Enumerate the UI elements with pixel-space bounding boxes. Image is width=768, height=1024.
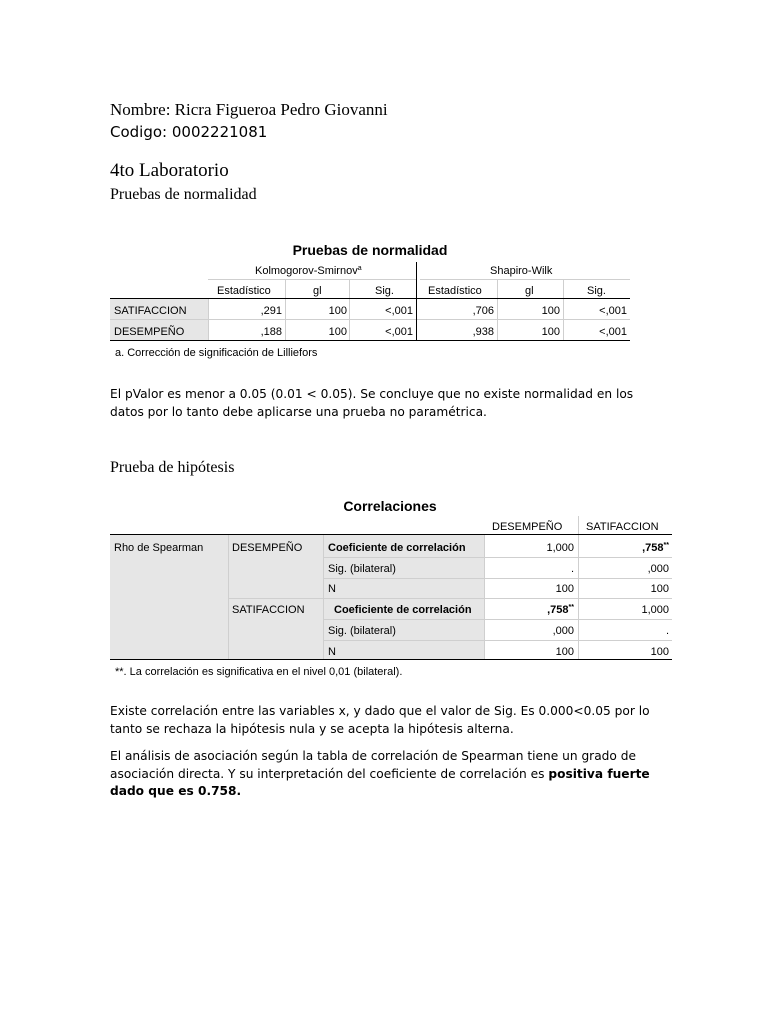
correlation-footnote: **. La correlación es significativa en el nivel 0,01 (bilateral).	[115, 666, 403, 678]
sw-group-header: Shapiro-Wilk	[490, 265, 553, 277]
col-header-ks-stat: Estadístico	[217, 285, 271, 297]
table-cell: ,758**	[547, 604, 574, 616]
stat-label-coef: Coeficiente de correlación	[328, 542, 466, 554]
table-cell: .	[570, 563, 574, 575]
paragraph-normality-conclusion: El pValor es menor a 0.05 (0.01 < 0.05). Se concluye que no existe normalidad en los datos por lo tanto debe aplicarse una prueba no paramétrica.	[110, 387, 634, 419]
table-cell: 1,000	[641, 604, 669, 616]
lab-title: 4to Laboratorio	[110, 160, 229, 181]
stat-label-coef: Coeficiente de correlación	[334, 604, 472, 616]
row-var-desempeno: DESEMPEÑO	[232, 542, 303, 554]
col-header-ks-sig: Sig.	[375, 285, 394, 297]
table-cell: 100	[650, 646, 669, 658]
table-cell: 100	[650, 583, 669, 595]
stat-label-n: N	[328, 583, 336, 595]
table-cell: ,000	[552, 625, 574, 637]
table-cell: 100	[541, 305, 560, 317]
stat-label-sig: Sig. (bilateral)	[328, 563, 396, 575]
row-var-satifaccion: SATIFACCION	[232, 604, 305, 616]
table-cell: ,706	[472, 305, 494, 317]
section-hypothesis-heading: Prueba de hipótesis	[110, 459, 235, 476]
col-header-ks-gl: gl	[313, 285, 322, 297]
normality-footnote: a. Corrección de significación de Lilliefors	[115, 347, 318, 359]
col-header-sw-gl: gl	[525, 285, 534, 297]
table-cell: .	[665, 625, 669, 637]
table-cell: 1,000	[546, 542, 574, 554]
table-cell: 100	[555, 646, 574, 658]
student-name: Nombre: Ricra Figueroa Pedro Giovanni	[110, 100, 388, 119]
normality-table-title: Pruebas de normalidad	[292, 242, 448, 258]
row-group-rho-spearman: Rho de Spearman	[114, 542, 204, 554]
table-cell: 100	[541, 326, 560, 338]
student-code: Codigo: 0002221081	[110, 123, 268, 141]
table-cell: ,938	[472, 326, 494, 338]
col-header-sw-sig: Sig.	[587, 285, 606, 297]
table-cell: 100	[328, 326, 347, 338]
stat-label-sig: Sig. (bilateral)	[328, 625, 396, 637]
stat-label-n: N	[328, 646, 336, 658]
row-label-desempeno: DESEMPEÑO	[114, 326, 185, 338]
col-header-sw-stat: Estadístico	[428, 285, 482, 297]
ks-group-header: Kolmogorov-Smirnov$^a$	[255, 265, 362, 277]
table-cell: <,001	[599, 326, 627, 338]
table-cell: ,188	[260, 326, 282, 338]
lab-subtitle: Pruebas de normalidad	[110, 186, 257, 203]
table-cell: 100	[328, 305, 347, 317]
table-cell: <,001	[599, 305, 627, 317]
col-header-satifaccion: SATIFACCION	[586, 521, 659, 533]
correlation-table-title: Correlaciones	[343, 498, 437, 514]
table-cell: <,001	[385, 305, 413, 317]
col-header-desempeno: DESEMPEÑO	[492, 521, 563, 533]
table-cell: ,291	[260, 305, 282, 317]
table-cell: <,001	[385, 326, 413, 338]
paragraph-association: El análisis de asociación según la tabla de correlación de Spearman tiene un grado de asociación directa. Y su interpretación del coeficiente de correlación es positiva fuerte dado que es 0.758.	[110, 749, 650, 798]
table-cell: 100	[555, 583, 574, 595]
paragraph-hypothesis-conclusion: Existe correlación entre las variables x, y dado que el valor de Sig. Es 0.000<0.05 por lo tanto se rechaza la hipótesis nula y se acepta la hipótesis alterna.	[110, 704, 650, 736]
table-cell: ,758**	[642, 542, 669, 554]
row-label-satifaccion: SATIFACCION	[114, 305, 187, 317]
table-cell: ,000	[647, 563, 669, 575]
